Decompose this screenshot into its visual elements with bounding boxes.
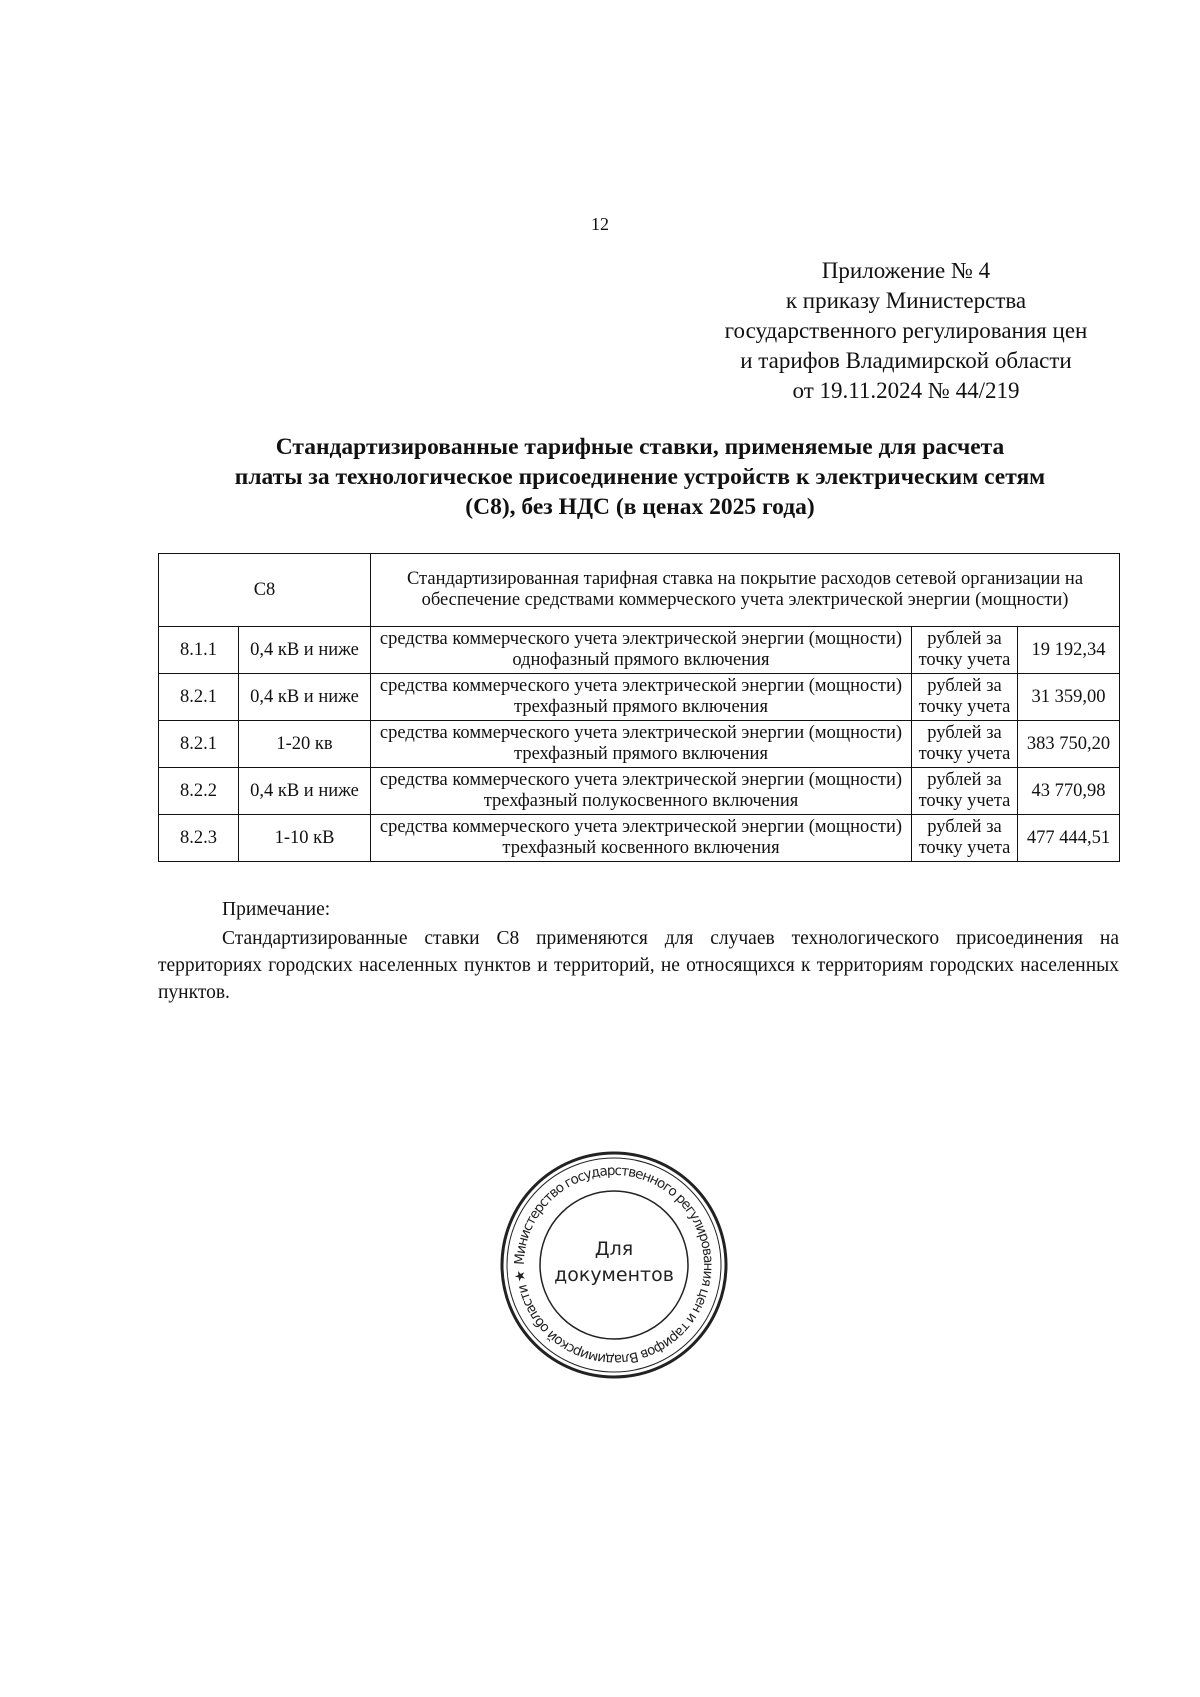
title-line: Стандартизированные тарифные ставки, применяемые для расчета [275,434,1005,460]
row-desc: средства коммерческого учета электрической энергии (мощности) однофазный прямого включения [371,627,912,674]
row-value: 19 192,34 [1018,627,1120,674]
row-desc: средства коммерческого учета электрической энергии (мощности) трехфазный прямого включения [371,674,912,721]
table-row [159,815,1120,862]
note-text: Стандартизированные ставки С8 применяются для случаев технологического присоединения на территориях городских населенных пунктов и территорий, не относящихся к территориям городских населенных пунктов. [158,928,1119,1003]
row-code: 8.2.3 [159,815,239,862]
appendix-line: государственного регулирования цен [724,318,1088,343]
title-line: (С8), без НДС (в ценах 2025 года) [465,494,815,520]
row-desc: средства коммерческого учета электрической энергии (мощности) трехфазный полукосвенного включения [371,768,912,815]
row-voltage: 0,4 кВ и ниже [239,768,371,815]
title-line: платы за технологическое присоединение устройств к электрическим сетям [234,464,1046,490]
header-code-cell: С8 [159,554,371,627]
appendix-reference [700,256,1112,406]
appendix-line: Приложение № 4 [821,258,991,283]
appendix-line: к приказу Министерства [785,288,1027,313]
row-desc: средства коммерческого учета электрической энергии (мощности) трехфазный прямого включения [371,721,912,768]
table-row [159,768,1120,815]
row-unit: рублей за точку учета [912,721,1018,768]
seal-center-text [497,1236,731,1288]
row-voltage: 0,4 кВ и ниже [239,627,371,674]
row-unit: рублей за точку учета [912,768,1018,815]
row-value: 383 750,20 [1018,721,1120,768]
row-unit: рублей за точку учета [912,815,1018,862]
row-code: 8.2.2 [159,768,239,815]
page-number: 12 [591,214,609,234]
note-label: Примечание: [222,899,331,920]
appendix-line: от 19.11.2024 № 44/219 [792,378,1020,403]
row-voltage: 1-10 кВ [239,815,371,862]
row-voltage: 1-20 кв [239,721,371,768]
appendix-line: и тарифов Владимирской области [740,348,1072,373]
row-unit: рублей за точку учета [912,627,1018,674]
table-header-row [159,554,1120,627]
row-code: 8.2.1 [159,721,239,768]
seal-center-line: Для [594,1238,634,1260]
table-row [159,721,1120,768]
header-desc-cell: Стандартизированная тарифная ставка на покрытие расходов сетевой организации на обеспечение средствами коммерческого учета электрической энергии (мощности) [371,554,1120,627]
row-value: 43 770,98 [1018,768,1120,815]
official-seal [497,1148,731,1382]
row-unit: рублей за точку учета [912,674,1018,721]
table-row [159,627,1120,674]
row-code: 8.1.1 [159,627,239,674]
table-row [159,674,1120,721]
row-desc: средства коммерческого учета электрической энергии (мощности) трехфазный косвенного включения [371,815,912,862]
row-value: 477 444,51 [1018,815,1120,862]
seal-ring-text: Министерство государственного регулирования цен и тарифов Владимирской области ★ [511,1162,717,1368]
row-code: 8.2.1 [159,674,239,721]
row-value: 31 359,00 [1018,674,1120,721]
document-title [170,432,1110,522]
seal-center-line: документов [554,1264,674,1286]
tariff-table [158,553,1120,862]
row-voltage: 0,4 кВ и ниже [239,674,371,721]
